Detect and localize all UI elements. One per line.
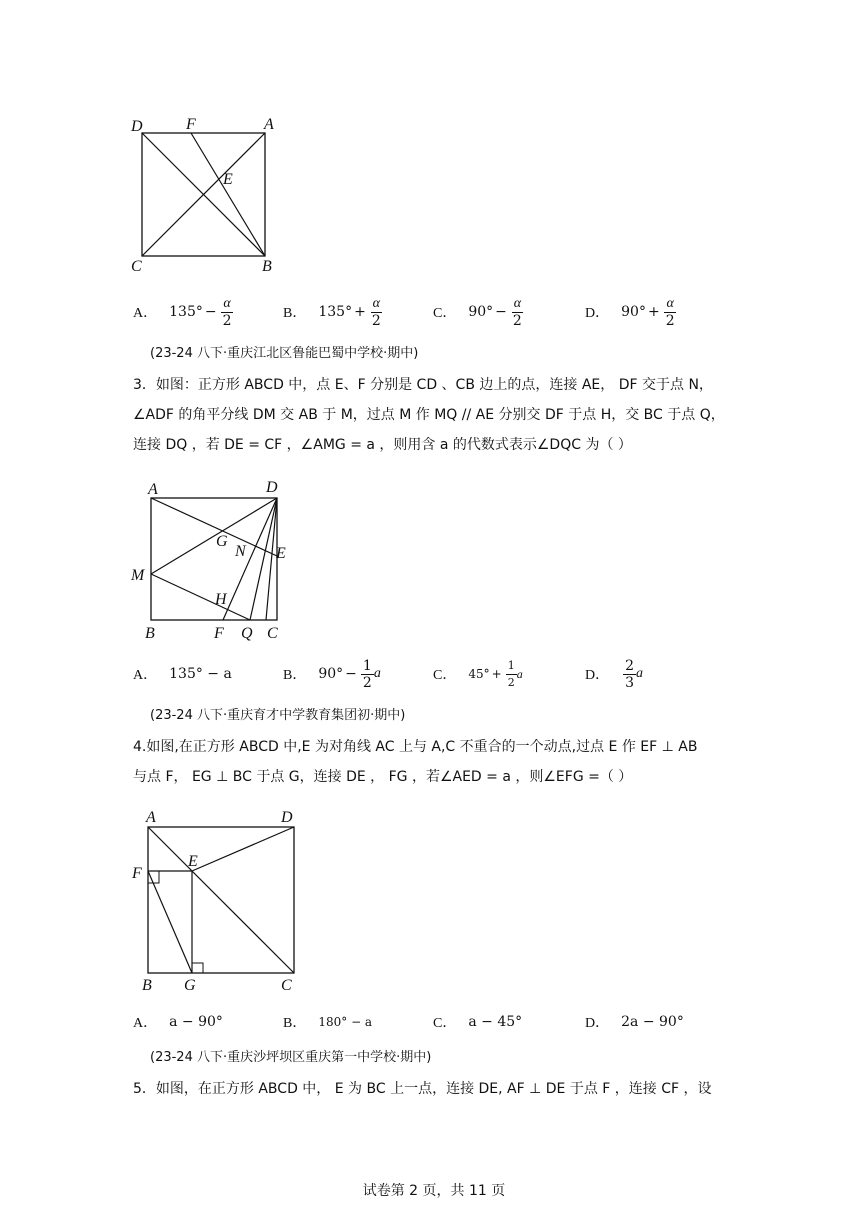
- q3-text: [133, 370, 733, 460]
- fig1-label-F: F: [186, 116, 196, 133]
- q4-option-a[interactable]: A． a − 90°: [133, 1014, 223, 1031]
- fig3-label-G: G: [184, 977, 196, 994]
- fig3-label-C: C: [281, 977, 292, 994]
- figure-q3: [128, 474, 298, 644]
- fig1-label-D: D: [131, 118, 143, 135]
- fig2-label-N: N: [235, 543, 246, 560]
- fig3-label-A: A: [146, 809, 156, 826]
- q3-option-a[interactable]: A． 135° − a: [133, 666, 232, 683]
- q3-line1: 3．如图：正方形 ABCD 中，点 E、F 分别是 CD 、CB 边上的点，连接 AE， DF 交于点 N，: [133, 377, 713, 393]
- q4-option-d[interactable]: D． 2a − 90°: [585, 1014, 684, 1031]
- fig2-label-G: G: [216, 533, 228, 550]
- q4-source: (23-24 八下·重庆育才中学教育集团初·期中): [150, 708, 406, 723]
- fig2-label-F: F: [214, 625, 224, 642]
- fig2-label-A: A: [148, 481, 158, 498]
- fig1-label-C: C: [131, 258, 142, 275]
- q5-text: [133, 1074, 733, 1104]
- q3-line3: 连接 DQ ，若 DE = CF ，∠AMG = a ，则用含 a 的代数式表示∠DQC 为（ ）: [133, 437, 632, 453]
- fig2-label-H: H: [215, 591, 227, 608]
- fig3-label-D: D: [281, 809, 293, 826]
- fig2-label-M: M: [131, 567, 145, 584]
- fig3-label-F: F: [132, 865, 142, 882]
- q4-options: [0, 1002, 868, 1042]
- q4-line1: 4.如图,在正方形 ABCD 中,E 为对角线 AC 上与 A,C 不重合的一个动点,过点 E 作 EF ⊥ AB: [133, 739, 698, 755]
- q5-source: (23-24 八下·重庆沙坪坝区重庆第一中学校·期中): [150, 1050, 432, 1065]
- q3-option-d[interactable]: D． $\frac{2}{3}$ a: [585, 657, 644, 691]
- q4-option-b[interactable]: B． 180° − a: [283, 1015, 373, 1031]
- fig2-label-E: E: [276, 545, 286, 562]
- fig2-label-D: D: [266, 479, 278, 496]
- figure-q2: [125, 110, 285, 280]
- q3-option-c[interactable]: C． 45° + $\frac{1}{2}$ a: [433, 658, 523, 689]
- q3-source: (23-24 八下·重庆江北区鲁能巴蜀中学校·期中): [150, 346, 419, 361]
- fig2-label-C: C: [267, 625, 278, 642]
- q4-line2: 与点 F， EG ⊥ BC 于点 G，连接 DE ， FG ，若∠AED = a ，则∠EFG =（ ）: [133, 769, 633, 785]
- q3-option-b[interactable]: B． 90° − $\frac{1}{2}$ a: [283, 657, 381, 691]
- figure-q4: [128, 806, 308, 996]
- q2-options: [0, 292, 868, 332]
- q4-text: [133, 732, 733, 792]
- q3-line2: ∠ADF 的角平分线 DM 交 AB 于 M，过点 M 作 MQ // AE 分别交 DF 于点 H，交 BC 于点 Q，: [133, 407, 725, 423]
- fig3-label-E: E: [188, 853, 198, 870]
- q5-line1: 5．如图，在正方形 ABCD 中， E 为 BC 上一点，连接 DE, AF ⊥ DE 于点 F ，连接 CF ，设: [133, 1081, 712, 1097]
- fig2-label-Q: Q: [241, 625, 253, 642]
- fig1-label-B: B: [262, 258, 272, 275]
- fig3-label-B: B: [142, 977, 152, 994]
- q2-option-d[interactable]: D． 90° + $\frac{\alpha}{2}$: [585, 295, 675, 329]
- q2-option-b[interactable]: B． 135° + $\frac{\alpha}{2}$: [283, 295, 381, 329]
- q2-option-c[interactable]: C． 90° − $\frac{\alpha}{2}$: [433, 295, 522, 329]
- page-footer: 试卷第 2 页，共 11 页: [362, 1183, 506, 1199]
- q2-option-a[interactable]: A． 135° − $\frac{\alpha}{2}$: [133, 295, 232, 329]
- fig2-label-B: B: [145, 625, 155, 642]
- q3-options: [0, 654, 868, 694]
- fig1-label-E: E: [223, 171, 233, 188]
- q4-option-c[interactable]: C． a − 45°: [433, 1014, 523, 1031]
- fig1-label-A: A: [264, 116, 274, 133]
